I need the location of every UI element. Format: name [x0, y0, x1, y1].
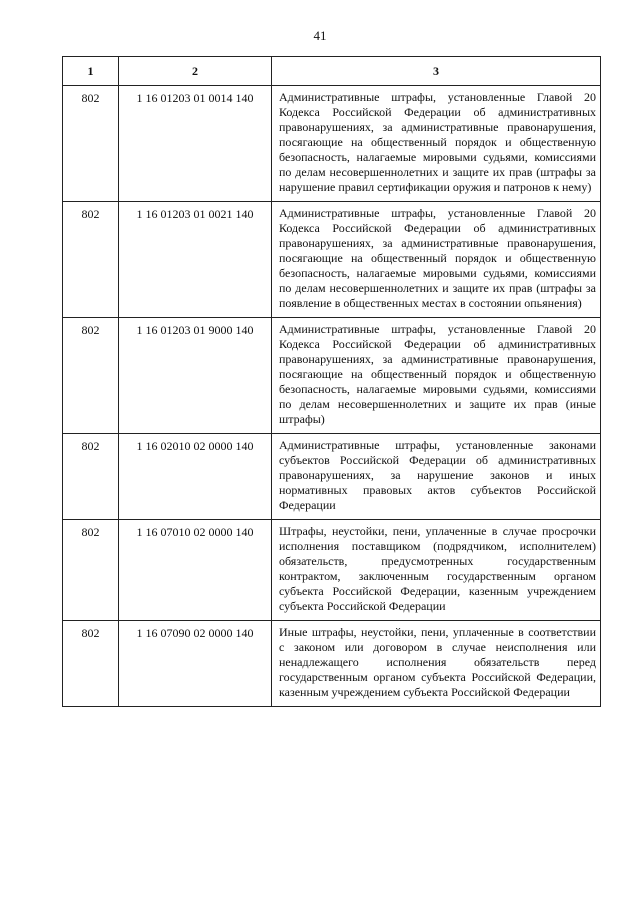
budget-code-cell: 1 16 01203 01 0014 140 [119, 86, 272, 202]
budget-code-cell: 1 16 01203 01 0021 140 [119, 202, 272, 318]
admin-code-cell: 802 [63, 520, 119, 621]
table-row [63, 202, 601, 318]
header-col-2: 2 [119, 57, 272, 86]
budget-code-cell: 1 16 01203 01 9000 140 [119, 318, 272, 434]
description-cell: Административные штрафы, установленные законами субъектов Российской Федерации об административных правонарушениях, за нарушение законов и иных нормативных правовых актов субъектов Российской Федерации [272, 434, 601, 520]
admin-code-cell: 802 [63, 434, 119, 520]
description-cell: Иные штрафы, неустойки, пени, уплаченные в соответствии с законом или договором в случае неисполнения или ненадлежащего исполнения обязательств перед государственным органом субъекта Российской Федерации, казенным учреждением субъекта Российской Федерации [272, 621, 601, 707]
admin-code-cell: 802 [63, 318, 119, 434]
header-col-3: 3 [272, 57, 601, 86]
header-col-1: 1 [63, 57, 119, 86]
table-header-row [63, 57, 601, 86]
admin-code-cell: 802 [63, 86, 119, 202]
description-cell: Административные штрафы, установленные Главой 20 Кодекса Российской Федерации об административных правонарушениях, за административные правонарушения, посягающие на общественный порядок и общественную безопасность, налагаемые мировыми судьями, комиссиями по делам несовершеннолетних и защите их прав (штрафы за нарушение правил сертификации оружия и патронов к нему) [272, 86, 601, 202]
table-row [63, 621, 601, 707]
budget-code-cell: 1 16 02010 02 0000 140 [119, 434, 272, 520]
admin-code-cell: 802 [63, 202, 119, 318]
description-cell: Административные штрафы, установленные Главой 20 Кодекса Российской Федерации об административных правонарушениях, за административные правонарушения, посягающие на общественный порядок и общественную безопасность, налагаемые мировыми судьями, комиссиями по делам несовершеннолетних и защите их прав (штрафы за появление в общественных местах в состоянии опьянения) [272, 202, 601, 318]
budget-code-cell: 1 16 07010 02 0000 140 [119, 520, 272, 621]
page-number: 41 [313, 28, 327, 43]
budget-code-cell: 1 16 07090 02 0000 140 [119, 621, 272, 707]
description-cell: Штрафы, неустойки, пени, уплаченные в случае просрочки исполнения поставщиком (подрядчиком, исполнителем) обязательств, предусмотренных государственным контрактом, заключенным государственным органом субъекта Российской Федерации, казенным учреждением субъекта Российской Федерации [272, 520, 601, 621]
budget-codes-table [62, 56, 601, 707]
admin-code-cell: 802 [63, 621, 119, 707]
table-row [63, 434, 601, 520]
description-cell: Административные штрафы, установленные Главой 20 Кодекса Российской Федерации об административных правонарушениях, за административные правонарушения, посягающие на общественный порядок и общественную безопасность, налагаемые мировыми судьями, комиссиями по делам несовершеннолетних и защите их прав (иные штрафы) [272, 318, 601, 434]
table-row [63, 318, 601, 434]
table-row [63, 520, 601, 621]
table-row [63, 86, 601, 202]
